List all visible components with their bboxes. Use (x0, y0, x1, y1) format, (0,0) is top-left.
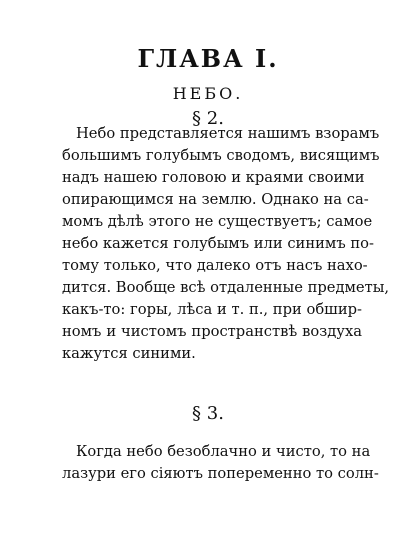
text-line: номъ и чистомъ пространствѣ воздуха (62, 323, 362, 340)
text-line: какъ-то: горы, лѣса и т. п., при обшир- (62, 301, 362, 318)
text-line: лазури его сіяютъ попеременно то солн- (62, 465, 379, 482)
text-line: момъ дѣлѣ этого не существуетъ; самое (62, 213, 373, 230)
text-line: надъ нашею головою и краями своими (62, 169, 365, 186)
paragraph-mark-2: § 2. (192, 108, 224, 129)
text-line: большимъ голубымъ сводомъ, висящимъ (62, 147, 380, 164)
section-title: НЕБО. (172, 84, 244, 103)
text-line: тому только, что далеко отъ насъ нахо- (62, 257, 368, 274)
text-line: небо кажется голубымъ или синимъ по- (62, 235, 374, 252)
text-line: дится. Вообще всѣ отдаленные предметы, (62, 279, 390, 296)
text-line: Небо представляется нашимъ взорамъ (76, 125, 380, 142)
text-line: кажутся синими. (62, 345, 196, 362)
text-line: Когда небо безоблачно и чисто, то на (76, 443, 371, 460)
chapter-title: ГЛАВА I. (137, 44, 279, 73)
text-line: опирающимся на землю. Однако на са- (62, 191, 369, 208)
paragraph-mark-3: § 3. (192, 403, 224, 424)
